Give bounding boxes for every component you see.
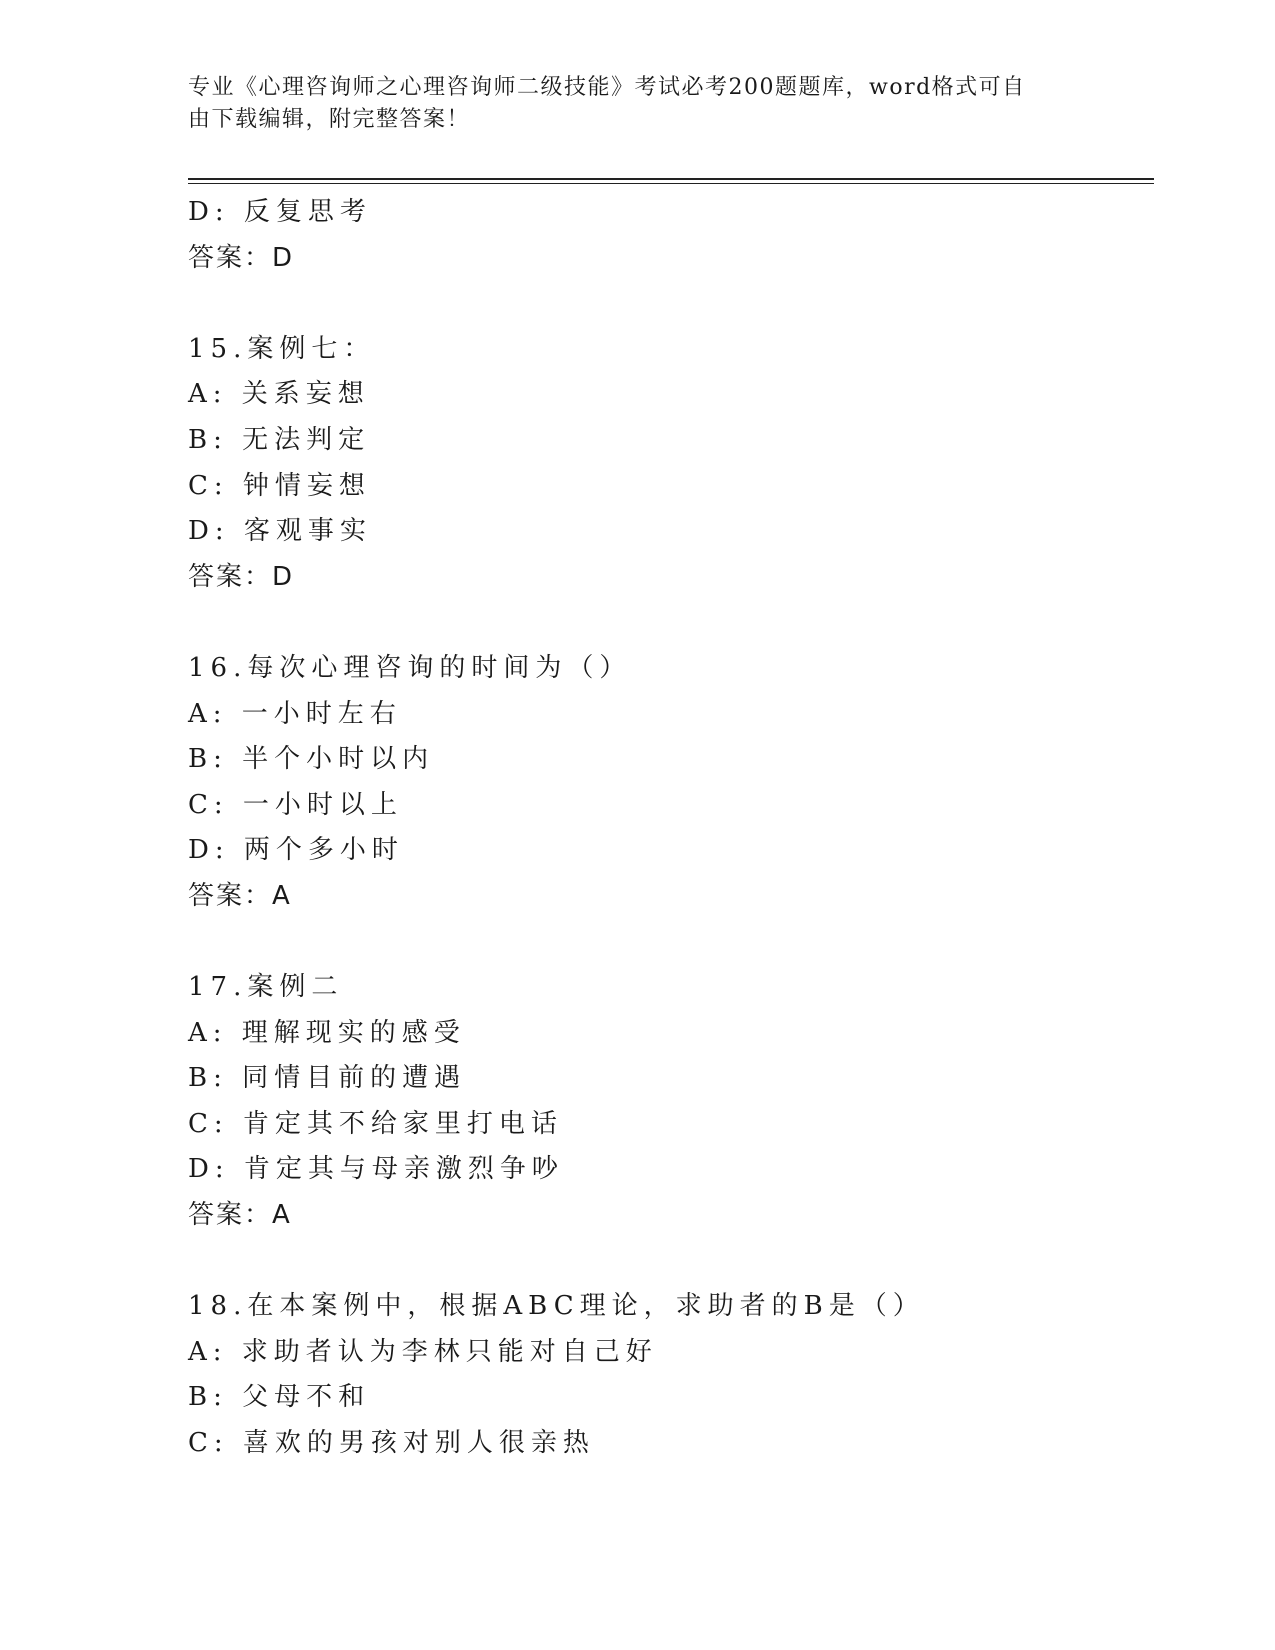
document-header — [188, 72, 1068, 136]
question-stem: 16.每次心理咨询的时间为（） — [188, 652, 632, 683]
option-a: A: 一小时左右 — [188, 698, 402, 729]
option-b: B: 半个小时以内 — [188, 744, 435, 775]
header-divider-thick — [188, 178, 1154, 180]
option-a: A: 关系妄想 — [188, 379, 370, 410]
question-17 — [188, 965, 1148, 1239]
option-d: D: 两个多小时 — [188, 835, 404, 866]
answer-line: 答案：A — [188, 1200, 292, 1231]
answer-line: 答案：A — [188, 880, 292, 911]
answer-line: 答案：D — [188, 561, 295, 592]
option-a: A: 理解现实的感受 — [188, 1017, 466, 1048]
option-c: C: 肯定其不给家里打电话 — [188, 1108, 563, 1139]
question-18 — [188, 1284, 1148, 1466]
question-16 — [188, 646, 1148, 920]
option-d: D: 反复思考 — [188, 197, 372, 227]
header-line-1: 专业《心理咨询师之心理咨询师二级技能》考试必考200题题库，word格式可自 — [188, 75, 1026, 100]
answer-line: 答案：D — [188, 242, 295, 273]
option-b: B: 无法判定 — [188, 424, 371, 455]
option-b: B: 父母不和 — [188, 1382, 371, 1413]
option-d: D: 肯定其与母亲激烈争吵 — [188, 1154, 564, 1185]
question-stem: 15.案例七： — [188, 333, 376, 364]
question-list — [188, 190, 1148, 1467]
question-15 — [188, 327, 1148, 601]
header-divider-thin — [188, 183, 1154, 184]
header-line-2: 由下载编辑，附完整答案！ — [188, 107, 471, 132]
option-a: A: 求助者认为李林只能对自己好 — [188, 1336, 658, 1367]
question-stem: 17.案例二 — [188, 972, 344, 1003]
option-b: B: 同情目前的遭遇 — [188, 1063, 467, 1094]
option-d: D: 客观事实 — [188, 516, 372, 547]
option-c: C: 一小时以上 — [188, 789, 403, 820]
question-stem: 18.在本案例中，根据ABC理论，求助者的B是（） — [188, 1291, 925, 1322]
option-c: C: 喜欢的男孩对别人很亲热 — [188, 1428, 595, 1459]
option-c: C: 钟情妄想 — [188, 470, 371, 501]
